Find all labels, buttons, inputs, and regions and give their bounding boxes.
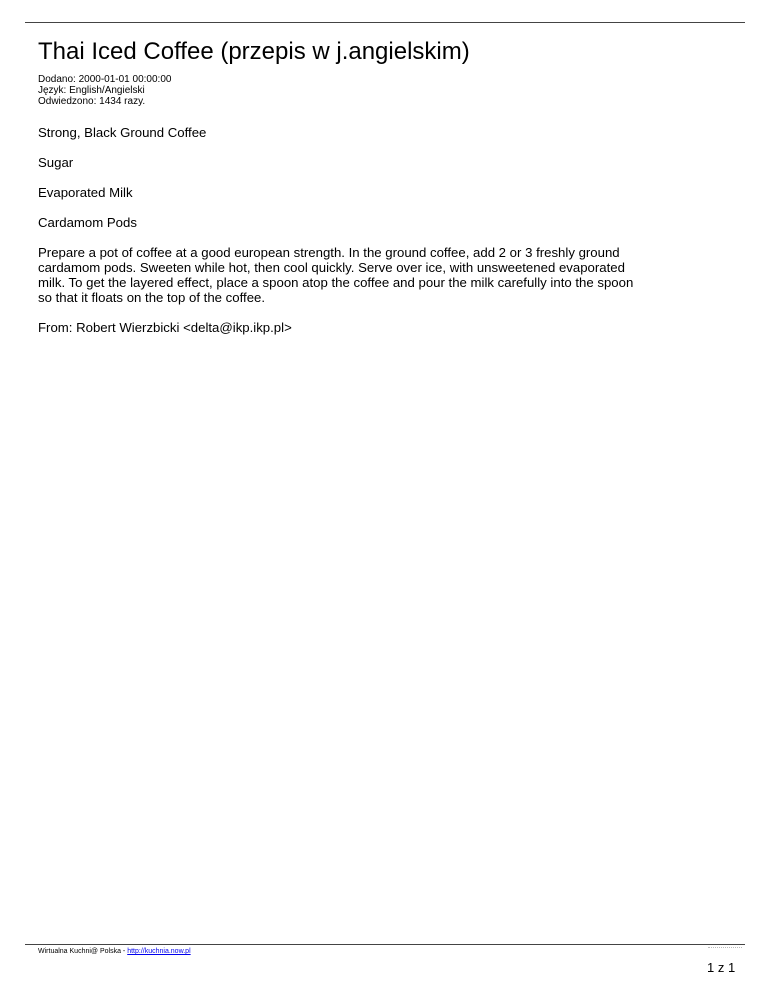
ingredient-item: Evaporated Milk — [38, 185, 133, 200]
recipe-author: From: Robert Wierzbicki <delta@ikp.ikp.pl> — [38, 320, 292, 335]
recipe-body — [38, 125, 638, 350]
recipe-instructions: Prepare a pot of coffee at a good european strength. In the ground coffee, add 2 or 3 freshly ground cardamom pods. Sweeten while hot, then cool quickly. Serve over ice, with unsweetened evaporated milk. To get the layered effect, place a spoon atop the coffee and pour the milk carefully into the spoon so that it floats on the top of the coffee. — [38, 245, 634, 305]
visit-count: Odwiedzono: 1434 razy. — [38, 96, 146, 107]
footer-site-credit — [38, 948, 191, 955]
page-number: 1 z 1 — [707, 960, 736, 975]
footer-mark — [708, 947, 742, 948]
ingredient-item: Strong, Black Ground Coffee — [38, 125, 207, 140]
ingredient-item: Sugar — [38, 155, 74, 170]
language-info: Język: English/Angielski — [38, 85, 145, 96]
ingredient-item: Cardamom Pods — [38, 215, 137, 230]
page-title: Thai Iced Coffee (przepis w j.angielskim) — [38, 38, 470, 65]
recipe-metadata — [38, 74, 171, 107]
footer-divider — [25, 944, 745, 945]
header-divider — [25, 22, 745, 23]
footer-site-label: Wirtualna Kuchni@ Polska - — [38, 948, 128, 955]
date-added: Dodano: 2000-01-01 00:00:00 — [38, 74, 172, 85]
footer-site-link[interactable]: http://kuchnia.now.pl — [127, 948, 191, 955]
